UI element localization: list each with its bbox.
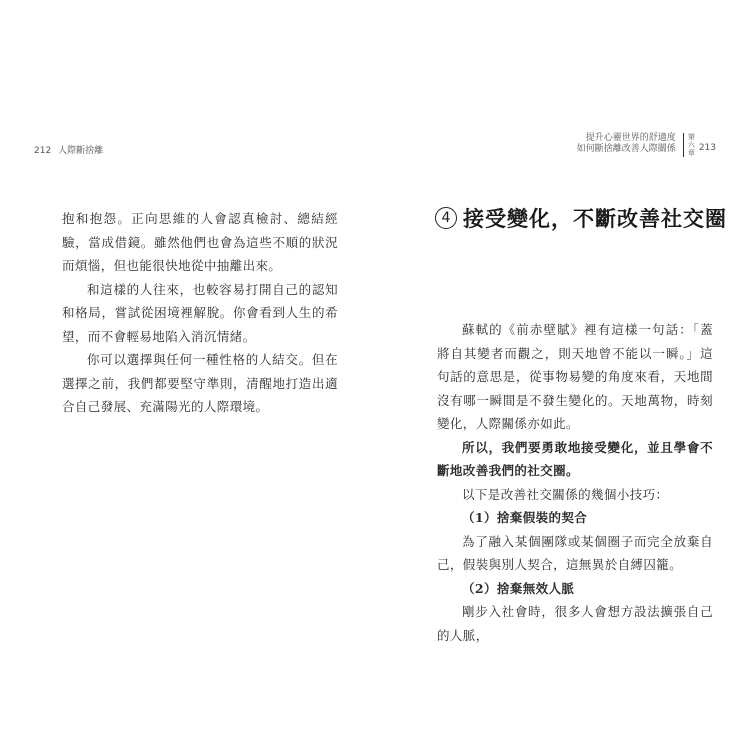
chapter-label: 第六章: [687, 133, 695, 157]
subheading: （1）捨棄假裝的契合: [462, 510, 588, 525]
paragraph: 剛步入社會時，很多人會想方設法擴張自己的人脈，: [437, 604, 713, 643]
right-running-header: [577, 133, 716, 157]
left-body-text: [62, 207, 338, 419]
page-number-left: 212: [34, 146, 52, 156]
right-body-text: [437, 318, 713, 647]
section-title: 接受變化，不斷改善社交圈: [463, 207, 727, 231]
subheading: （2）捨棄無效人脈: [462, 580, 575, 596]
chapter-title-line1: 提升心靈世界的舒適度: [585, 133, 676, 143]
right-page: [375, 0, 750, 750]
paragraph: 和這樣的人往來，也較容易打開自己的認知和格局，嘗試從困境裡解脫。你會看到人生的希望，而不會輕易地陷入消沉情緒。: [62, 281, 338, 344]
left-running-header: [34, 143, 103, 156]
book-title: 人際斷捨離: [58, 146, 104, 156]
paragraph: 你可以選擇與任何一種性格的人結交。但在選擇之前，我們都要堅守準則，清醒地打造出適合自己發展、充滿陽光的人際環境。: [62, 352, 338, 414]
header-divider: [683, 133, 684, 157]
page-number-right: 213: [698, 143, 716, 153]
chapter-titles: [577, 133, 676, 155]
chapter-title-line2: 如何斷捨離改善人際關係: [576, 144, 676, 154]
emphasis-paragraph: 所以，我們要勇敢地接受變化，並且學會不斷地改善我們的社交圈。: [437, 439, 713, 478]
paragraph: 抱和抱怨。正向思維的人會認真檢討、總結經驗，當成借鏡。雖然他們也會為這些不順的狀況而煩惱，但也能很快地從中抽離出來。: [62, 211, 338, 273]
section-number-badge: 4: [435, 207, 457, 229]
paragraph: 蘇軾的《前赤壁賦》裡有這樣一句話：「蓋將自其變者而觀之，則天地曾不能以一瞬。」這句話的意思是，從事物易變的角度來看，天地間沒有哪一瞬間是不發生變化的。天地萬物，時刻變化，人際關係亦如此。: [437, 322, 713, 431]
paragraph: 以下是改善社交關係的幾個小技巧：: [462, 486, 669, 502]
paragraph: 為了融入某個團隊或某個圈子而完全放棄自己，假裝與別人契合，這無異於自縛囚籠。: [437, 533, 713, 572]
section-heading: [435, 203, 727, 233]
